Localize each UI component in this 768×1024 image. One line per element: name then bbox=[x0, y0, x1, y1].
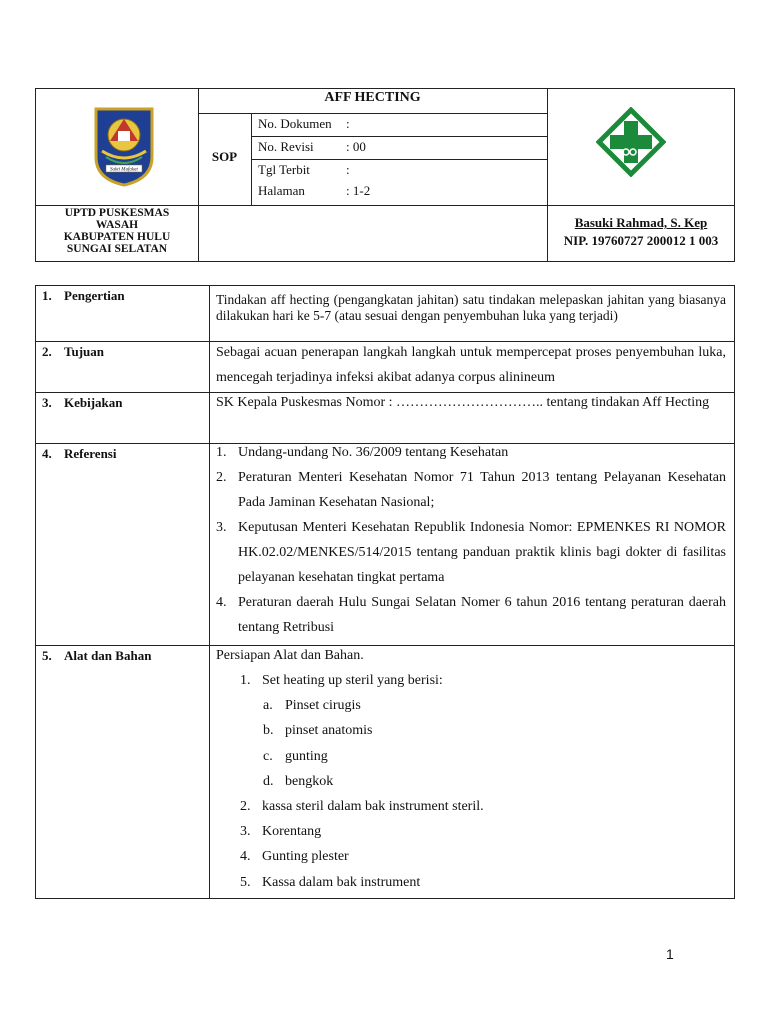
doc-field-value: : bbox=[346, 116, 350, 131]
doc-field-label: Halaman bbox=[258, 183, 305, 198]
list-item: 5. Kassa dalam bak instrument bbox=[240, 874, 421, 890]
svg-text:Sakti Mufakat: Sakti Mufakat bbox=[110, 167, 138, 173]
section-text-alat-dan-bahan bbox=[216, 643, 726, 668]
list-item: 1. Undang-undang No. 36/2009 tentang Kesehatan bbox=[216, 445, 509, 460]
puskesmas-logo bbox=[596, 107, 666, 177]
document-title: AFF HECTING bbox=[324, 90, 421, 105]
section-text-pengertian: Tindakan aff hecting (pengangkatan jahitan) satu tindakan melepaskan jahitan yang biasanya dilakukan hari ke 5-7 (atau sesuai dengan penyembuhan luka yang terjadi) bbox=[216, 292, 726, 323]
signatory-nip: NIP. 19760727 200012 1 003 bbox=[563, 233, 719, 248]
section-text-kebijakan: SK Kepala Puskesmas Nomor : ………………………….. tentang tindakan Aff Hecting bbox=[216, 395, 710, 410]
section-label-alat-dan-bahan: 5. Alat dan Bahan bbox=[42, 648, 152, 663]
doc-field-value: : 00 bbox=[346, 139, 366, 154]
equipment-list bbox=[216, 668, 726, 895]
doc-field-label: No. Revisi bbox=[258, 139, 314, 154]
section-label-referensi: 4. Referensi bbox=[42, 446, 117, 461]
sop-label: SOP bbox=[211, 149, 238, 164]
organization-name: UPTD PUSKESMAS WASAH KABUPATEN HULU SUNGAI SELATAN bbox=[63, 207, 171, 255]
list-item: 4. Gunting plester bbox=[240, 849, 349, 865]
section-label-kebijakan: 3. Kebijakan bbox=[42, 395, 123, 410]
list-item: 4. Peraturan daerah Hulu Sungai Selatan Nomer 6 tahun 2016 tentang peraturan daerah tentang Retribusi bbox=[216, 595, 726, 635]
list-item: d. bengkok bbox=[263, 773, 334, 789]
doc-field-value: : bbox=[346, 162, 350, 177]
list-item: b. pinset anatomis bbox=[263, 723, 373, 739]
list-item: a. Pinset cirugis bbox=[263, 698, 361, 714]
list-item: 2. Peraturan Menteri Kesehatan Nomor 71 Tahun 2013 tentang Pelayanan Kesehatan Pada Jaminan Kesehatan Nasional; bbox=[216, 470, 726, 510]
signatory-name: Basuki Rahmad, S. Kep bbox=[574, 215, 708, 230]
regency-emblem-logo bbox=[92, 105, 156, 187]
list-item: 3. Korentang bbox=[240, 824, 322, 840]
section-intro: Persiapan Alat dan Bahan. bbox=[216, 648, 364, 663]
doc-field-label: No. Dokumen bbox=[258, 116, 332, 131]
reference-list bbox=[216, 440, 726, 640]
section-label-tujuan: 2. Tujuan bbox=[42, 344, 104, 359]
list-item: 2. kassa steril dalam bak instrument steril. bbox=[240, 799, 484, 815]
section-text-tujuan: Sebagai acuan penerapan langkah langkah untuk mempercepat proses penyembuhan luka, mencegah terjadinya infeksi akibat adanya corpus alinineum bbox=[216, 345, 726, 385]
list-item: 1. Set heating up steril yang berisi: bbox=[240, 673, 443, 688]
section-label-pengertian: 1. Pengertian bbox=[42, 288, 125, 303]
doc-field-label: Tgl Terbit bbox=[258, 162, 310, 177]
doc-field-value: : 1-2 bbox=[346, 183, 371, 198]
page-number: 1 bbox=[666, 946, 674, 962]
list-item: 3. Keputusan Menteri Kesehatan Republik Indonesia Nomor: EPMENKES RI NOMOR HK.02.02/MENKES/514/2015 tentang panduan praktik klinis bagi dokter di fasilitas pelayanan kesehatan tingkat pertama bbox=[216, 520, 726, 585]
list-item: c. gunting bbox=[263, 748, 328, 764]
